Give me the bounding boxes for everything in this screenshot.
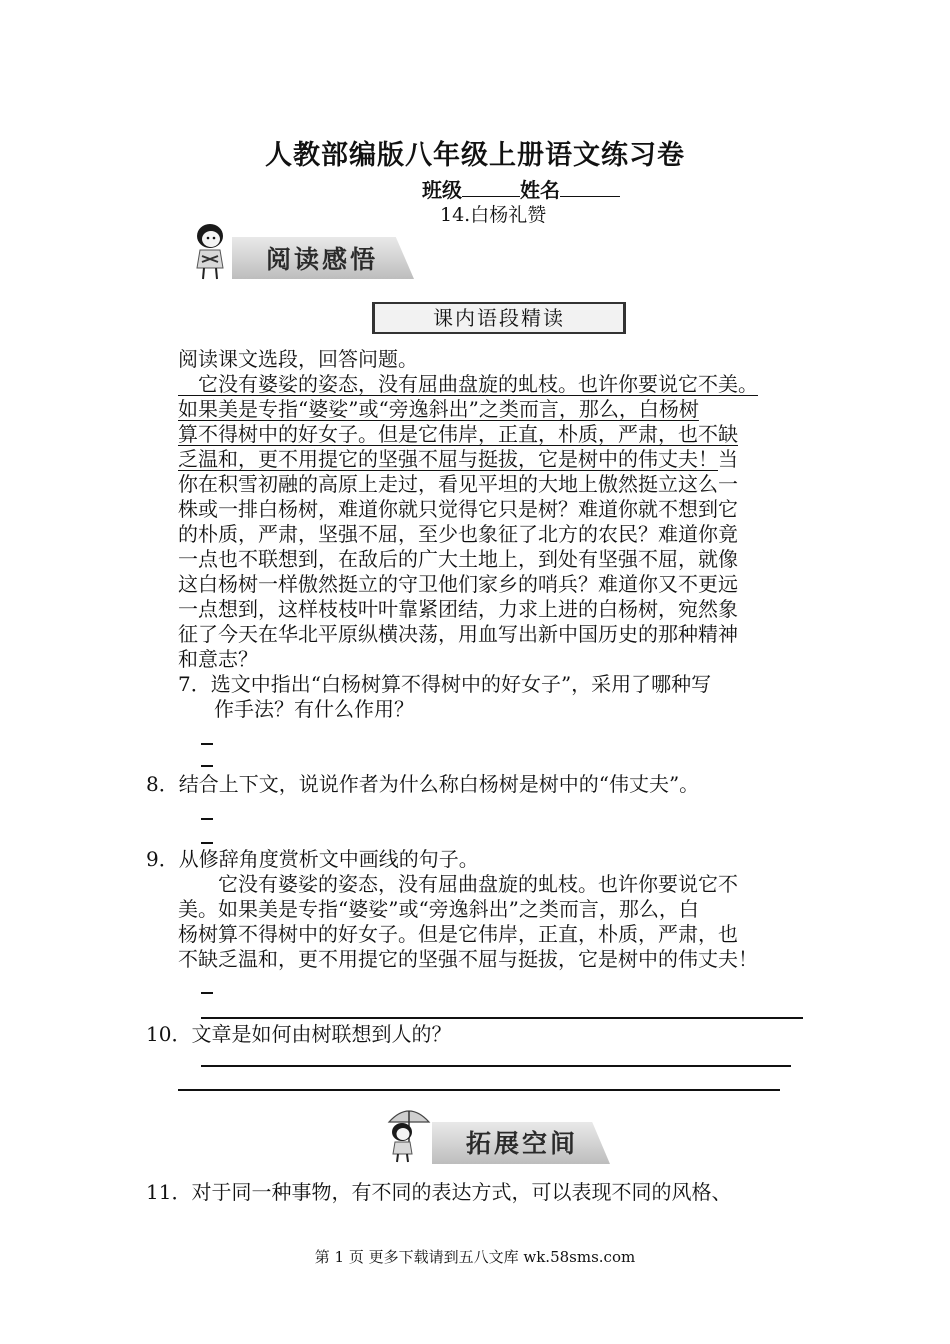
answer-line[interactable] [201, 743, 213, 745]
extend-section-title: 拓展空间 [466, 1129, 579, 1158]
class-blank[interactable] [462, 178, 520, 197]
question-10: 10．文章是如何由树联想到人的？ [146, 1022, 452, 1046]
passage-line: 算不得树中的好女子。但是它伟岸，正直，朴质，严肃，也不缺 [178, 422, 738, 446]
passage-line: 株或一排白杨树，难道你就只觉得它只是树？难道你就不想到它 [178, 497, 738, 521]
quote-line: 不缺乏温和，更不用提它的坚强不屈与挺拔，它是树中的伟丈夫！ [178, 947, 758, 971]
answer-line[interactable] [201, 818, 213, 820]
passage-line: 征了今天在华北平原纵横决荡，用血写出新中国历史的那种精神 [178, 622, 738, 646]
question-8: 8．结合上下文，说说作者为什么称白杨树是树中的“伟丈夫”。 [146, 772, 700, 796]
page-footer: 第 1 页 更多下载请到五八文库 wk.58sms.com [314, 1248, 636, 1266]
umbrella-girl-icon [383, 1104, 435, 1164]
reading-section-title: 阅读感悟 [266, 245, 379, 274]
page-title: 人教部编版八年级上册语文练习卷 [265, 140, 685, 171]
answer-line[interactable] [201, 842, 213, 844]
question-7-cont: 作手法？有什么作用？ [214, 697, 414, 721]
class-label: 班级 [422, 178, 462, 202]
passage-line: 一点想到，这样枝枝叶叶靠紧团结，力求上进的白杨树，宛然象 [178, 597, 738, 621]
class-name-line [422, 174, 620, 203]
passage-line: 乏温和，更不用提它的坚强不屈与挺拔，它是树中的伟丈夫！当 [178, 447, 738, 471]
passage-line: 和意志？ [178, 647, 258, 671]
answer-line[interactable] [201, 992, 213, 994]
question-7: 7．选文中指出“白杨树算不得树中的好女子”，采用了哪种写 [178, 672, 712, 696]
instruction: 阅读课文选段，回答问题。 [178, 347, 418, 371]
question-11: 11．对于同一种事物，有不同的表达方式，可以表现不同的风格、 [146, 1180, 732, 1204]
answer-line[interactable] [201, 1065, 791, 1067]
girl-figure-icon [188, 222, 232, 282]
question-9: 9．从修辞角度赏析文中画线的句子。 [146, 847, 479, 871]
answer-line[interactable] [201, 765, 213, 767]
passage-line: 的朴质，严肃，坚强不屈，至少也象征了北方的农民？难道你竟 [178, 522, 738, 546]
passage-line: 一点也不联想到，在敌后的广大土地上，到处有坚强不屈，就像 [178, 547, 738, 571]
quote-line: 杨树算不得树中的好女子。但是它伟岸，正直，朴质，严肃，也 [178, 922, 738, 946]
name-blank[interactable] [560, 178, 620, 197]
lesson-title: 14.白杨礼赞 [440, 204, 547, 226]
passage-line: 你在积雪初融的高原上走过，看见平坦的大地上傲然挺立这么一 [178, 472, 738, 496]
passage-line: 如果美是专指“婆娑”或“旁逸斜出”之类而言，那么，白杨树 [178, 397, 699, 421]
name-label: 姓名 [520, 178, 560, 202]
quote-line: 它没有婆娑的姿态，没有屈曲盘旋的虬枝。也许你要说它不 [178, 872, 738, 896]
passage-line: 这白杨树一样傲然挺立的守卫他们家乡的哨兵？难道你又不更远 [178, 572, 738, 596]
answer-line[interactable] [201, 1017, 803, 1019]
answer-line[interactable] [178, 1089, 780, 1091]
subsection-header: 课内语段精读 [372, 302, 626, 334]
quote-line: 美。如果美是专指“婆娑”或“旁逸斜出”之类而言，那么，白 [178, 897, 699, 921]
passage-line: 它没有婆娑的姿态，没有屈曲盘旋的虬枝。也许你要说它不美。 [178, 372, 758, 396]
